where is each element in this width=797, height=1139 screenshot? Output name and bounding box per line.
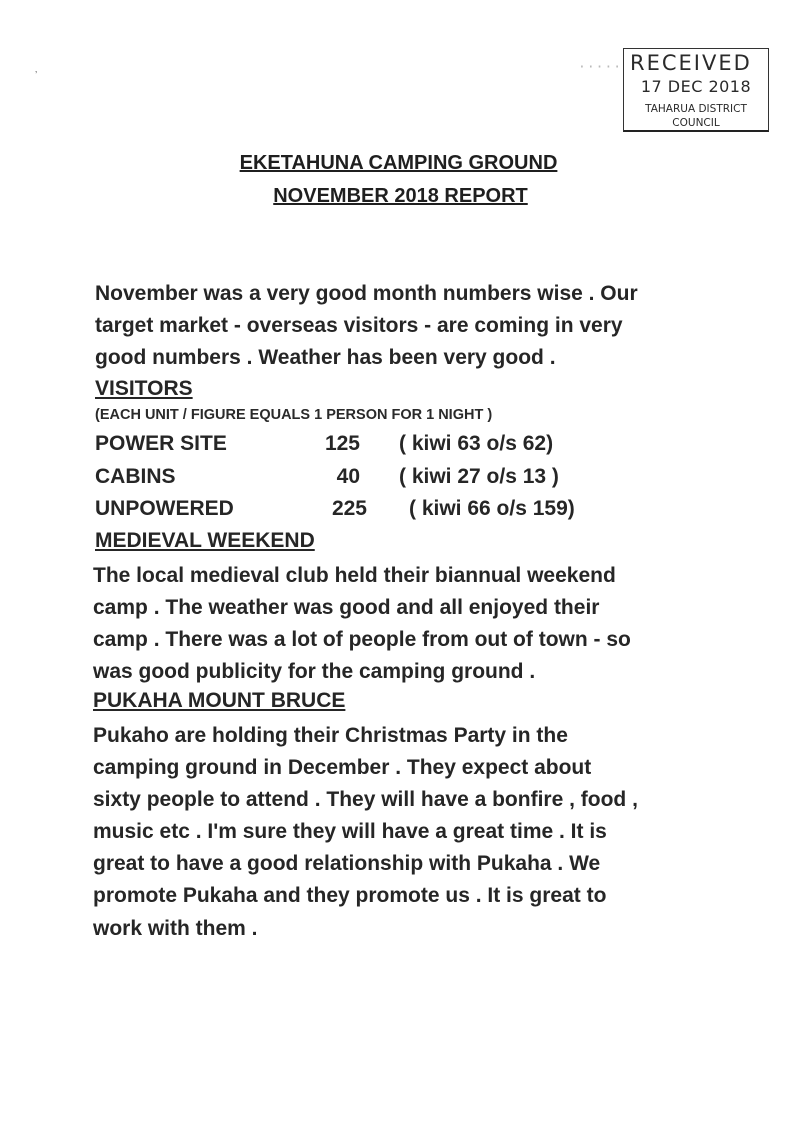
medieval-weekend-heading: MEDIEVAL WEEKEND	[95, 529, 315, 552]
visitor-row-unpowered	[95, 497, 655, 529]
visitor-row-cabins	[95, 465, 655, 497]
visitor-row-detail: ( kiwi 66 o/s 159)	[409, 497, 575, 520]
medieval-line-1: The local medieval club held their biannual weekend	[93, 564, 616, 587]
visitor-row-value: 40	[336, 465, 360, 488]
intro-line-2: target market - overseas visitors - are coming in very	[95, 314, 623, 337]
medieval-line-4: was good publicity for the camping ground .	[93, 660, 536, 683]
pukaha-line-3: sixty people to attend . They will have a bonfire , food ,	[93, 788, 638, 811]
pukaha-line-6: promote Pukaha and they promote us . It is great to	[93, 884, 607, 907]
visitor-row-power-site	[95, 432, 655, 464]
pukaha-line-2: camping ground in December . They expect about	[93, 756, 592, 779]
stamp-received-text: RECEIVED	[630, 51, 752, 75]
faint-scan-mark: ·····	[578, 60, 623, 75]
received-stamp	[623, 48, 769, 132]
stamp-council-line1: TAHARUA DISTRICT	[645, 103, 747, 115]
stamp-date: 17 DEC 2018	[640, 77, 752, 96]
medieval-line-3: camp . There was a lot of people from out of town - so	[93, 628, 631, 651]
report-title-line2: NOVEMBER 2018 REPORT	[273, 185, 528, 207]
scan-speck: ’	[35, 70, 38, 81]
pukaha-line-1: Pukaho are holding their Christmas Party in the	[93, 724, 568, 747]
visitor-row-label: POWER SITE	[95, 432, 227, 455]
visitor-row-detail: ( kiwi 63 o/s 62)	[399, 432, 554, 455]
visitors-note: (EACH UNIT / FIGURE EQUALS 1 PERSON FOR 1 NIGHT )	[95, 407, 493, 423]
medieval-line-2: camp . The weather was good and all enjoyed their	[93, 596, 600, 619]
visitor-row-value: 225	[331, 497, 367, 520]
stamp-council-line2: COUNCIL	[672, 117, 720, 129]
pukaha-line-5: great to have a good relationship with Pukaha . We	[93, 852, 601, 875]
visitor-row-label: CABINS	[95, 465, 176, 488]
visitors-heading: VISITORS	[95, 377, 193, 400]
intro-line-3: good numbers . Weather has been very good .	[95, 346, 556, 369]
pukaha-line-4: music etc . I'm sure they will have a great time . It is	[93, 820, 607, 843]
intro-line-1: November was a very good month numbers wise . Our	[95, 282, 638, 305]
pukaha-heading: PUKAHA MOUNT BRUCE	[93, 689, 346, 712]
visitor-row-detail: ( kiwi 27 o/s 13 )	[399, 465, 559, 488]
report-title-line1: EKETAHUNA CAMPING GROUND	[239, 152, 558, 174]
pukaha-line-7: work with them .	[93, 917, 258, 940]
visitor-row-label: UNPOWERED	[95, 497, 234, 520]
visitor-row-value: 125	[324, 432, 360, 455]
